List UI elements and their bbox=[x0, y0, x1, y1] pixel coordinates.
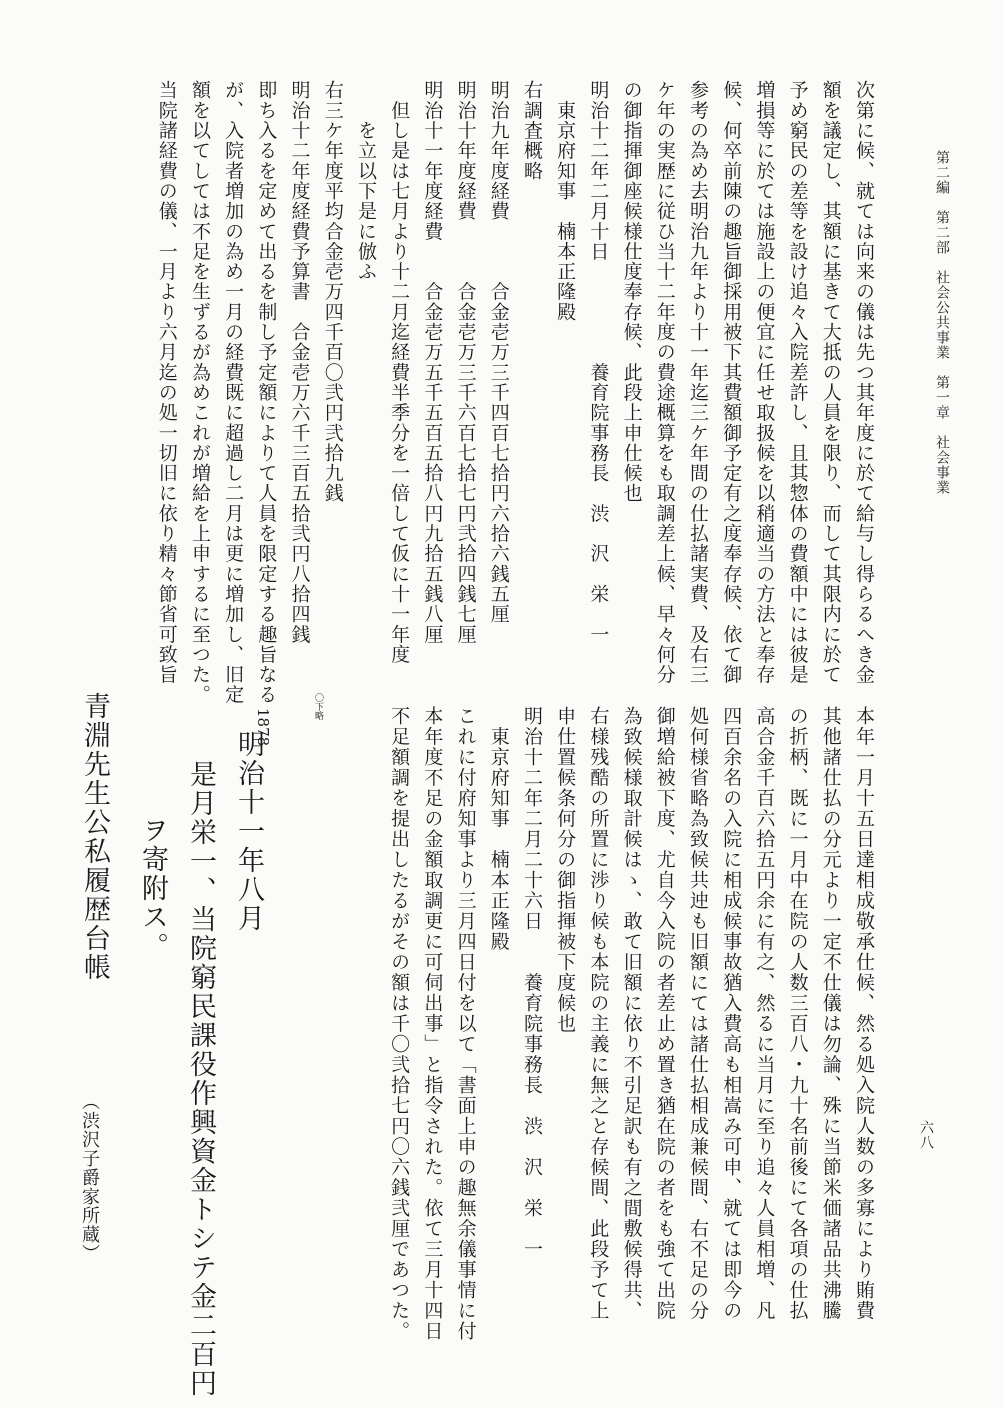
text-column: 右三ケ年度平均合金壱万四千百〇弐円弐拾九銭 bbox=[321, 80, 344, 504]
text-column: 四百余名の入院に相成候事故猶入費高も相嵩み可申、就ては即今の bbox=[720, 706, 743, 1321]
text-column: これに付府知事より三月四日付を以て「書面上申の趣無余儀事情に付 bbox=[454, 706, 477, 1342]
western-year: 1878 bbox=[254, 708, 272, 747]
entry-line: ヲ寄附ス。 bbox=[137, 816, 168, 961]
text-column: 処何様省略為致候共迚も旧額にては諸仕払相成兼候間、右不足の分 bbox=[686, 706, 709, 1321]
omitted-note bbox=[312, 693, 325, 720]
text-column: 明治十一年度経費 合金壱万五千五百五拾八円九拾五銭八厘 bbox=[421, 80, 444, 645]
page-number-text: 六八 bbox=[918, 1120, 934, 1150]
text-column: 不足額調を提出したるがその額は千〇弐拾七円〇六銭弐厘であつた。 bbox=[388, 706, 411, 1342]
text-column: 御増給被下度、尤自今入院の者差止め置き猶在院の者をも強て出院 bbox=[653, 706, 676, 1321]
text-column: を立以下是に倣ふ bbox=[354, 80, 377, 282]
text-column: 右調査概略 bbox=[520, 80, 543, 181]
text-column: 明治十二年二月二十六日 養育院事務長 渋 沢 栄 一 bbox=[520, 706, 543, 1260]
text-column: 明治十二年度経費予算書 合金壱万六千三百五拾弐円八拾四銭 bbox=[288, 80, 311, 645]
text-column: 本年度不足の金額取調更に可伺出事」と指令された。依て三月十四日 bbox=[421, 706, 444, 1342]
text-column: 明治九年度経費 合金壱万三千四百七拾円六拾六銭五厘 bbox=[487, 80, 510, 625]
text-column: 候、何卒前陳の趣旨御採用被下其費額御予定有之度奉存候、依て御 bbox=[720, 80, 743, 685]
text-column: 東京府知事 楠本正隆殿 bbox=[554, 80, 577, 322]
running-title: 第二編 第二部 社会公共事業 第一章 社会事業 bbox=[934, 150, 950, 495]
lower-text-block bbox=[382, 706, 880, 1342]
text-column: 増損等に於ては施設上の便宜に任せ取扱候を以稍適当の方法と奉存 bbox=[753, 80, 776, 685]
text-column: 但し是は七月より十二月迄経費半季分を一倍して仮に十一年度 bbox=[388, 80, 411, 665]
text-column: 高合金千百六拾五円余に有之、然るに当月に至り追々人員相増、凡 bbox=[753, 706, 776, 1321]
text-column: 参考の為め去明治九年より十一年迄三ケ年間の仕払諸実費、及右三 bbox=[686, 80, 709, 685]
text-column: 額を以てしては不足を生ずるが為めこれが増給を上申するに至つた。 bbox=[188, 80, 211, 705]
omitted-note-text: 〇下略 bbox=[313, 693, 323, 720]
chronology-entry bbox=[128, 730, 272, 1398]
source-title-text: 青淵先生公私履歴台帳 bbox=[79, 692, 110, 982]
text-column: 即ち入るを定めて出るを制し予定額によりて人員を限定する趣旨なる bbox=[255, 80, 278, 705]
text-column: が、入院者増加の為め一月の経費既に超過し二月は更に増加し、旧定 bbox=[222, 80, 245, 705]
upper-text-block bbox=[150, 80, 880, 705]
page-number bbox=[916, 1120, 936, 1150]
text-column: 当院諸経費の儀、一月より六月迄の処一切旧に依り精々節省可致旨 bbox=[155, 80, 178, 685]
entry-date: 明治十一年八月 bbox=[233, 730, 264, 933]
text-column: 次第に候、就ては向来の儀は先つ其年度に於て給与し得らるへき金 bbox=[853, 80, 875, 685]
text-column: 本年一月十五日達相成敬承仕候、然る処入院人数の多寡により賄費 bbox=[853, 706, 875, 1321]
text-column: 明治十二年二月十日 養育院事務長 渋 沢 栄 一 bbox=[587, 80, 610, 645]
source-holder bbox=[76, 1092, 102, 1263]
running-header bbox=[932, 150, 952, 495]
source-title bbox=[70, 692, 118, 982]
text-column: の折柄、既に一月中在院の人数三百八・九十名前後にて各項の仕払 bbox=[786, 706, 809, 1321]
text-column: 予め窮民の差等を設け追々入院差許し、且其惣体の費額中には彼是 bbox=[786, 80, 809, 685]
text-column: 其他諸仕払の分元より一定不仕儀は勿論、殊に当節米価諸品共沸騰 bbox=[819, 706, 842, 1321]
text-column: の御指揮御座候様仕度奉存候、此段上申仕候也 bbox=[620, 80, 643, 504]
text-column: 為致候様取計候はゝ、敢て旧額に依り不引足訳も有之間敷候得共、 bbox=[620, 706, 643, 1321]
text-column: 申仕置候条何分の御指揮被下度候也 bbox=[554, 706, 577, 1034]
text-column: 右様残酷の所置に渉り候も本院の主義に無之と存候間、此段予て上 bbox=[587, 706, 610, 1321]
source-holder-text: （渋沢子爵家所蔵） bbox=[79, 1092, 100, 1263]
text-column: 額を議定し、其額に基きて大抵の人員を限り、而して其限内に於て bbox=[819, 80, 842, 685]
text-column: ケ年の実歴に従ひ当十二年度の費途概算をも取調差上候、早々何分 bbox=[653, 80, 676, 685]
text-column: 東京府知事 楠本正隆殿 bbox=[487, 706, 510, 952]
entry-line: 是月栄一、当院窮民課役作興資金トシテ金二百円 bbox=[185, 760, 216, 1398]
text-column: 明治十年度経費 合金壱万三千六百七拾七円弐拾四銭七厘 bbox=[454, 80, 477, 645]
